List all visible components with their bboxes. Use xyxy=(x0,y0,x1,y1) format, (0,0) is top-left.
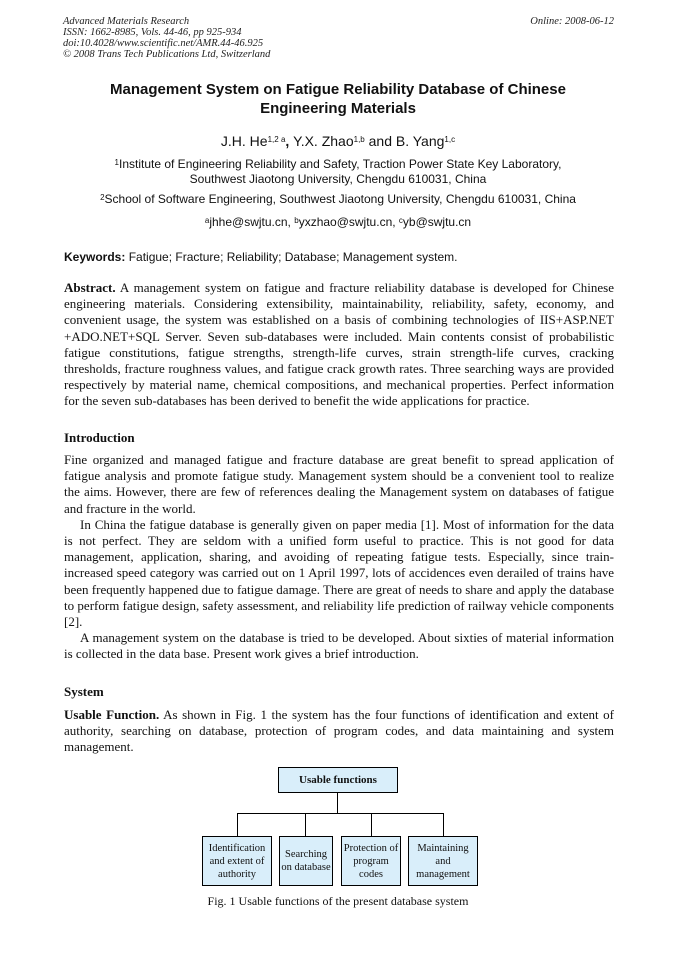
author-3-sup: 1,c xyxy=(444,135,456,144)
abstract xyxy=(64,280,614,410)
connector-branch-2 xyxy=(305,813,306,836)
introduction-body xyxy=(64,452,614,663)
connector-bus xyxy=(237,813,444,814)
author-sep-2: and xyxy=(364,133,396,149)
authors xyxy=(60,133,616,150)
online-date: Online: 2008-06-12 xyxy=(530,16,614,27)
connector-branch-3 xyxy=(371,813,372,836)
usable-function-label: Usable Function. xyxy=(64,707,160,722)
email-2-sup: b xyxy=(294,216,299,225)
email-2: yxzhao@swjtu.cn, xyxy=(298,215,399,229)
function-box-maintaining: Maintaining and management xyxy=(408,836,478,886)
usable-functions-box: Usable functions xyxy=(278,767,398,793)
intro-paragraph-1: Fine organized and managed fatigue and fracture database are great benefit to spread application of fatigue analysis and promote fatigue study. Management system should be a convenient tool to realize the aims. However, there are few of references dealing the Management system on databases of fatigue and fracture in the world. xyxy=(64,452,614,516)
introduction-heading: Introduction xyxy=(64,430,135,445)
affiliation-2-sup: 2 xyxy=(100,193,105,202)
connector-branch-1 xyxy=(237,813,238,836)
author-sep-1: , xyxy=(285,133,294,149)
author-emails xyxy=(60,215,616,230)
author-2: Y.X. Zhao xyxy=(293,133,354,149)
email-1: jhhe@swjtu.cn, xyxy=(209,215,295,229)
author-1-sup: 1,2 a xyxy=(267,135,286,144)
affiliation-1-line-1: Institute of Engineering Reliability and Safety, Traction Power State Key Laboratory, xyxy=(118,157,562,171)
copyright: © 2008 Trans Tech Publications Ltd, Switzerland xyxy=(63,49,271,60)
abstract-text: A management system on fatigue and fracture reliability database is developed for Chinese engineering materials. Considering extensibility, maintainability, reliability, safety, economy, and convenient usage, the system was established on a basis of combining technologies of IIS+ASP.NET +ADO.NET+SQL Server. Seven sub-databases were included. Main contents consist of probabilistic fatigue constitutions, fatigue strengths, strength-life curves, strain strength-life curves, cracking thresholds, fracture roughness values, and fatigue crack growth rates. Three searching ways are provided respectively by material name, chemical compositions, and mechanical properties. Perfect information for the seven sub-databases has been derived to benefit the wide applications for practice. xyxy=(64,280,614,409)
affiliation-1-line-2: Southwest Jiaotong University, Chengdu 610031, China xyxy=(189,172,487,186)
connector-trunk xyxy=(337,793,338,813)
issn: ISSN: 1662-8985, Vols. 44-46, pp 925-934 xyxy=(63,27,242,38)
function-box-identification: Identification and extent of authority xyxy=(202,836,272,886)
journal-name: Advanced Materials Research xyxy=(63,16,190,27)
doi: doi:10.4028/www.scientific.net/AMR.44-46.925 xyxy=(63,38,264,49)
affiliation-2-text: School of Software Engineering, Southwest Jiaotong University, Chengdu 610031, China xyxy=(104,192,576,206)
abstract-label: Abstract. xyxy=(64,280,116,295)
email-3: yb@swjtu.cn xyxy=(402,215,472,229)
affiliation-2 xyxy=(60,192,616,207)
intro-paragraph-2: In China the fatigue database is generally given on paper media [1]. Most of information for the data is not perfect. They are seldom with a unified form useful to practice. This is not good for data management, application, sharing, and avoiding of repeating fatigue tests. Especially, since train-increased speed category was carried out on 1 April 1997, lots of accidences even derailed of trains have been frequently happened due to fatigue damage. There are great of needs to share and apply the database to perform fatigue design, safety assessment, and reliability life prediction of railway vehicle components [2]. xyxy=(64,516,614,630)
system-heading: System xyxy=(64,684,104,699)
keywords xyxy=(64,250,614,265)
intro-paragraph-3: A management system on the database is tried to be developed. About sixties of material information is collected in the data base. Present work gives a brief introduction. xyxy=(64,630,614,662)
function-box-searching: Searching on database xyxy=(279,836,333,886)
affiliation-1 xyxy=(60,157,616,187)
email-1-sup: a xyxy=(204,216,210,225)
system-body xyxy=(64,707,614,756)
keywords-label: Keywords: xyxy=(64,250,126,264)
author-2-sup: 1,b xyxy=(353,135,365,144)
function-box-protection: Protection of program codes xyxy=(341,836,401,886)
usable-function-text: As shown in Fig. 1 the system has the four functions of identification and extent of authority, searching on database, protection of program codes, and data maintaining and system management. xyxy=(64,707,614,755)
paper-title xyxy=(60,80,616,118)
journal-header xyxy=(63,16,270,60)
author-3: B. Yang xyxy=(395,133,445,149)
keywords-text: Fatigue; Fracture; Reliability; Database; Management system. xyxy=(125,250,458,264)
author-1: J.H. He xyxy=(220,133,268,149)
figure-1-caption: Fig. 1 Usable functions of the present database system xyxy=(207,894,469,908)
connector-branch-4 xyxy=(443,813,444,836)
title-line-1: Management System on Fatigue Reliability Database of Chinese xyxy=(110,81,566,98)
affiliation-1-sup: 1 xyxy=(114,158,119,167)
email-3-sup: c xyxy=(398,216,403,225)
title-line-2: Engineering Materials xyxy=(260,100,416,117)
